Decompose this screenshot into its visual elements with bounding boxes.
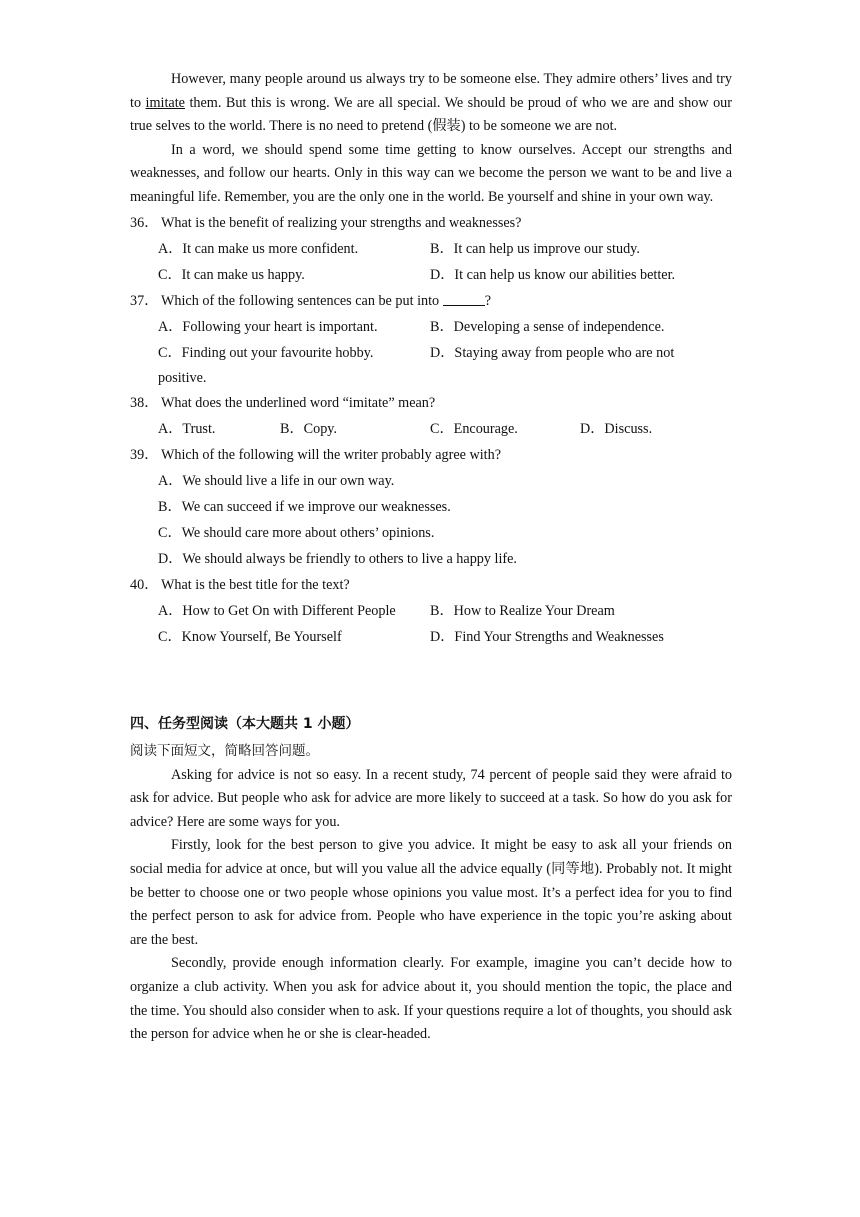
question-text: Which of the following will the writer probably agree with? [161,446,502,463]
option-b[interactable]: B．Copy. [280,420,338,437]
paragraph-text: However, many people around us always try to be someone else. They admire others’ lives and try to [130,71,732,111]
question-38 [130,390,732,416]
options-row [130,520,732,546]
question-39 [130,442,732,468]
question-text: What does the underlined word “imitate” mean? [161,394,436,411]
question-40 [130,572,732,598]
options-row [130,340,732,366]
option-a[interactable]: A．Trust. [158,420,216,437]
question-number: 37． [130,292,159,309]
passage-paragraph: In a word, we should spend some time getting to know ourselves. Accept our strengths and weaknesses, and follow our hearts. Only in this way can we become the person we want to be and live a meaningful life. Remember, you are the only one in the world. Be yourself and shine in your own way. [130,141,732,205]
question-text: Which of the following sentences can be put into ? [161,292,492,309]
option-a[interactable]: A．It can make us more confident. [158,240,359,257]
option-a[interactable]: A．Following your heart is important. [158,318,378,335]
question-text: What is the best title for the text? [161,576,350,593]
option-a[interactable]: A．How to Get On with Different People [158,602,396,619]
option-d[interactable]: D．It can help us know our abilities better. [430,266,676,283]
option-b[interactable]: B．It can help us improve our study. [430,240,640,257]
options-row [130,546,732,572]
option-c[interactable]: C．It can make us happy. [158,266,305,283]
question-36 [130,210,732,236]
option-c[interactable]: C．We should care more about others’ opinions. [158,524,435,541]
question-number: 38． [130,394,159,411]
options-row [130,598,732,624]
option-c[interactable]: C．Encourage. [430,420,518,437]
question-number: 36． [130,214,159,231]
question-text: What is the benefit of realizing your strengths and weaknesses? [161,214,522,231]
options-row [130,468,732,494]
option-c[interactable]: C．Finding out your favourite hobby. [158,344,374,361]
option-b[interactable]: B．Developing a sense of independence. [430,318,665,335]
options-row [130,262,732,288]
option-d[interactable]: D．Find Your Strengths and Weaknesses [430,628,664,645]
section-spacer [130,650,732,710]
passage-paragraph: Firstly, look for the best person to give you advice. It might be easy to ask all your friends on social media for advice at once, but will you value all the advice equally (同等地). Probably not. It might be better to choose one or two people whose opinions you value most. It’s a perfect idea for you to find the perfect person to ask for advice from. People who have experience in the topic you’re asking about are the best. [130,837,732,948]
section-title: 四、任务型阅读（本大题共 1 小题） [130,715,360,732]
option-a[interactable]: A．We should live a life in our own way. [158,472,395,489]
options-row [130,494,732,520]
options-row [130,416,732,442]
section-instruction: 阅读下面短文，简略回答问题。 [130,742,319,759]
option-b[interactable]: B．How to Realize Your Dream [430,602,615,619]
option-d-continuation: positive. [158,369,207,386]
question-number: 40． [130,576,159,593]
options-row [130,624,732,650]
question-37 [130,288,732,314]
options-row [130,236,732,262]
option-d[interactable]: D．Staying away from people who are not [430,344,675,361]
option-d[interactable]: D．We should always be friendly to others to live a happy life. [158,550,517,567]
passage-paragraph [130,68,732,139]
answer-blank [443,291,485,306]
question-number: 39． [130,446,159,463]
option-d[interactable]: D．Discuss. [580,420,653,437]
passage-paragraph: Secondly, provide enough information clearly. For example, imagine you can’t decide how to organize a club activity. When you ask for advice about it, you should mention the topic, the place and the time. You should also consider when to ask. If your questions require a lot of thoughts, you should ask the person for advice when he or she is clear-headed. [130,955,732,1043]
document-page [130,68,732,1047]
option-b[interactable]: B．We can succeed if we improve our weaknesses. [158,498,451,515]
options-row [130,314,732,340]
option-c[interactable]: C．Know Yourself, Be Yourself [158,628,342,645]
paragraph-text: them. But this is wrong. We are all special. We should be proud of who we are and show our true selves to the world. There is no need to pretend (假装) to be someone we are not. [130,94,732,135]
underlined-word-imitate: imitate [145,94,185,111]
passage-paragraph: Asking for advice is not so easy. In a recent study, 74 percent of people said they were afraid to ask for advice. But people who ask for advice are more likely to succeed at a task. So how do you ask for advice? Here are some ways for you. [130,766,732,830]
